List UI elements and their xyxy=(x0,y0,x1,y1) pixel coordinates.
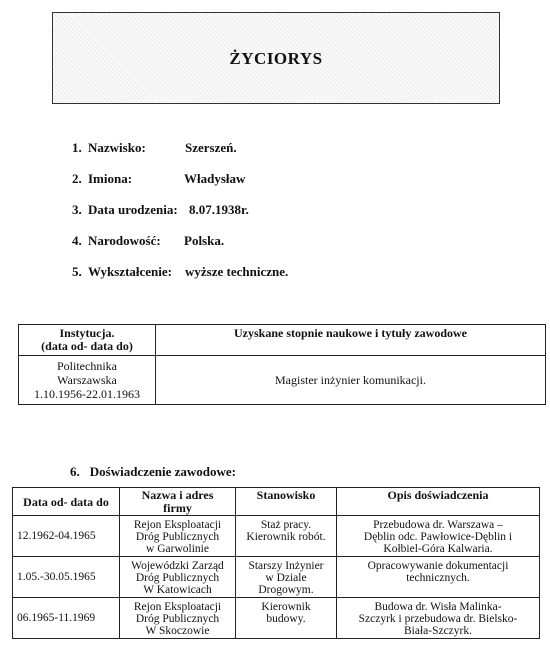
column-header: Instytucja. (data od- data do) xyxy=(19,325,156,356)
item-label: Data urodzenia: xyxy=(88,202,178,217)
item-number: 5. xyxy=(72,264,82,279)
item-number: 2. xyxy=(72,171,82,186)
table-header-row xyxy=(13,488,540,516)
table-row xyxy=(13,557,540,598)
title-box xyxy=(52,12,500,104)
column-header: Uzyskane stopnie naukowe i tytuły zawodowe xyxy=(156,325,546,356)
item-label: Narodowość: xyxy=(88,233,161,248)
description-cell: Opracowywanie dokumentacji technicznych. xyxy=(337,557,540,598)
description-cell: Przebudowa dr. Warszawa – Dęblin odc. Pawłowice-Dęblin i Kołbiel-Góra Kalwaria. xyxy=(337,516,540,557)
institution-cell: Politechnika Warszawska 1.10.1956-22.01.1963 xyxy=(19,356,156,405)
item-label: Imiona: xyxy=(88,171,133,186)
item-label: Wykształcenie: xyxy=(88,264,172,279)
table-row xyxy=(13,516,540,557)
position-cell: Kierownik budowy. xyxy=(236,598,337,639)
item-value: Szerszeń. xyxy=(185,140,237,155)
heading-number: 6. xyxy=(70,464,80,479)
experience-table xyxy=(12,487,540,639)
table-row xyxy=(13,598,540,639)
item-number: 4. xyxy=(72,233,82,248)
education-table xyxy=(18,324,546,405)
date-cell: 12.1962-04.1965 xyxy=(13,516,120,557)
degree-cell: Magister inżynier komunikacji. xyxy=(156,356,546,405)
item-value: 8.07.1938r. xyxy=(189,202,249,217)
company-cell: Wojewódzki Zarząd Dróg Publicznych W Katowicach xyxy=(120,557,236,598)
position-cell: Staż pracy. Kierownik robót. xyxy=(236,516,337,557)
column-header: Nazwa i adres firmy xyxy=(120,488,236,516)
company-cell: Rejon Eksploatacji Dróg Publicznych W Skoczowie xyxy=(120,598,236,639)
description-cell: Budowa dr. Wisła Malinka- Szczyrk i przebudowa dr. Bielsko- Biała-Szczyrk. xyxy=(337,598,540,639)
date-cell: 06.1965-11.1969 xyxy=(13,598,120,639)
item-value: wyższe techniczne. xyxy=(185,264,289,279)
table-header-row xyxy=(19,325,546,356)
column-header: Opis doświadczenia xyxy=(337,488,540,516)
item-value: Polska. xyxy=(184,233,225,248)
column-header: Stanowisko xyxy=(236,488,337,516)
company-cell: Rejon Eksploatacji Dróg Publicznych w Garwolinie xyxy=(120,516,236,557)
item-number: 3. xyxy=(72,202,82,217)
date-cell: 1.05.-30.05.1965 xyxy=(13,557,120,598)
column-header: Data od- data do xyxy=(13,488,120,516)
table-row xyxy=(19,356,546,405)
heading-label: Doświadczenie zawodowe: xyxy=(89,464,236,479)
item-label: Nazwisko: xyxy=(88,140,146,155)
document-title: ŻYCIORYS xyxy=(229,49,323,68)
item-value: Władysław xyxy=(184,171,246,186)
position-cell: Starszy Inżynier w Dziale Drogowym. xyxy=(236,557,337,598)
experience-heading xyxy=(70,464,236,480)
item-number: 1. xyxy=(72,140,82,155)
